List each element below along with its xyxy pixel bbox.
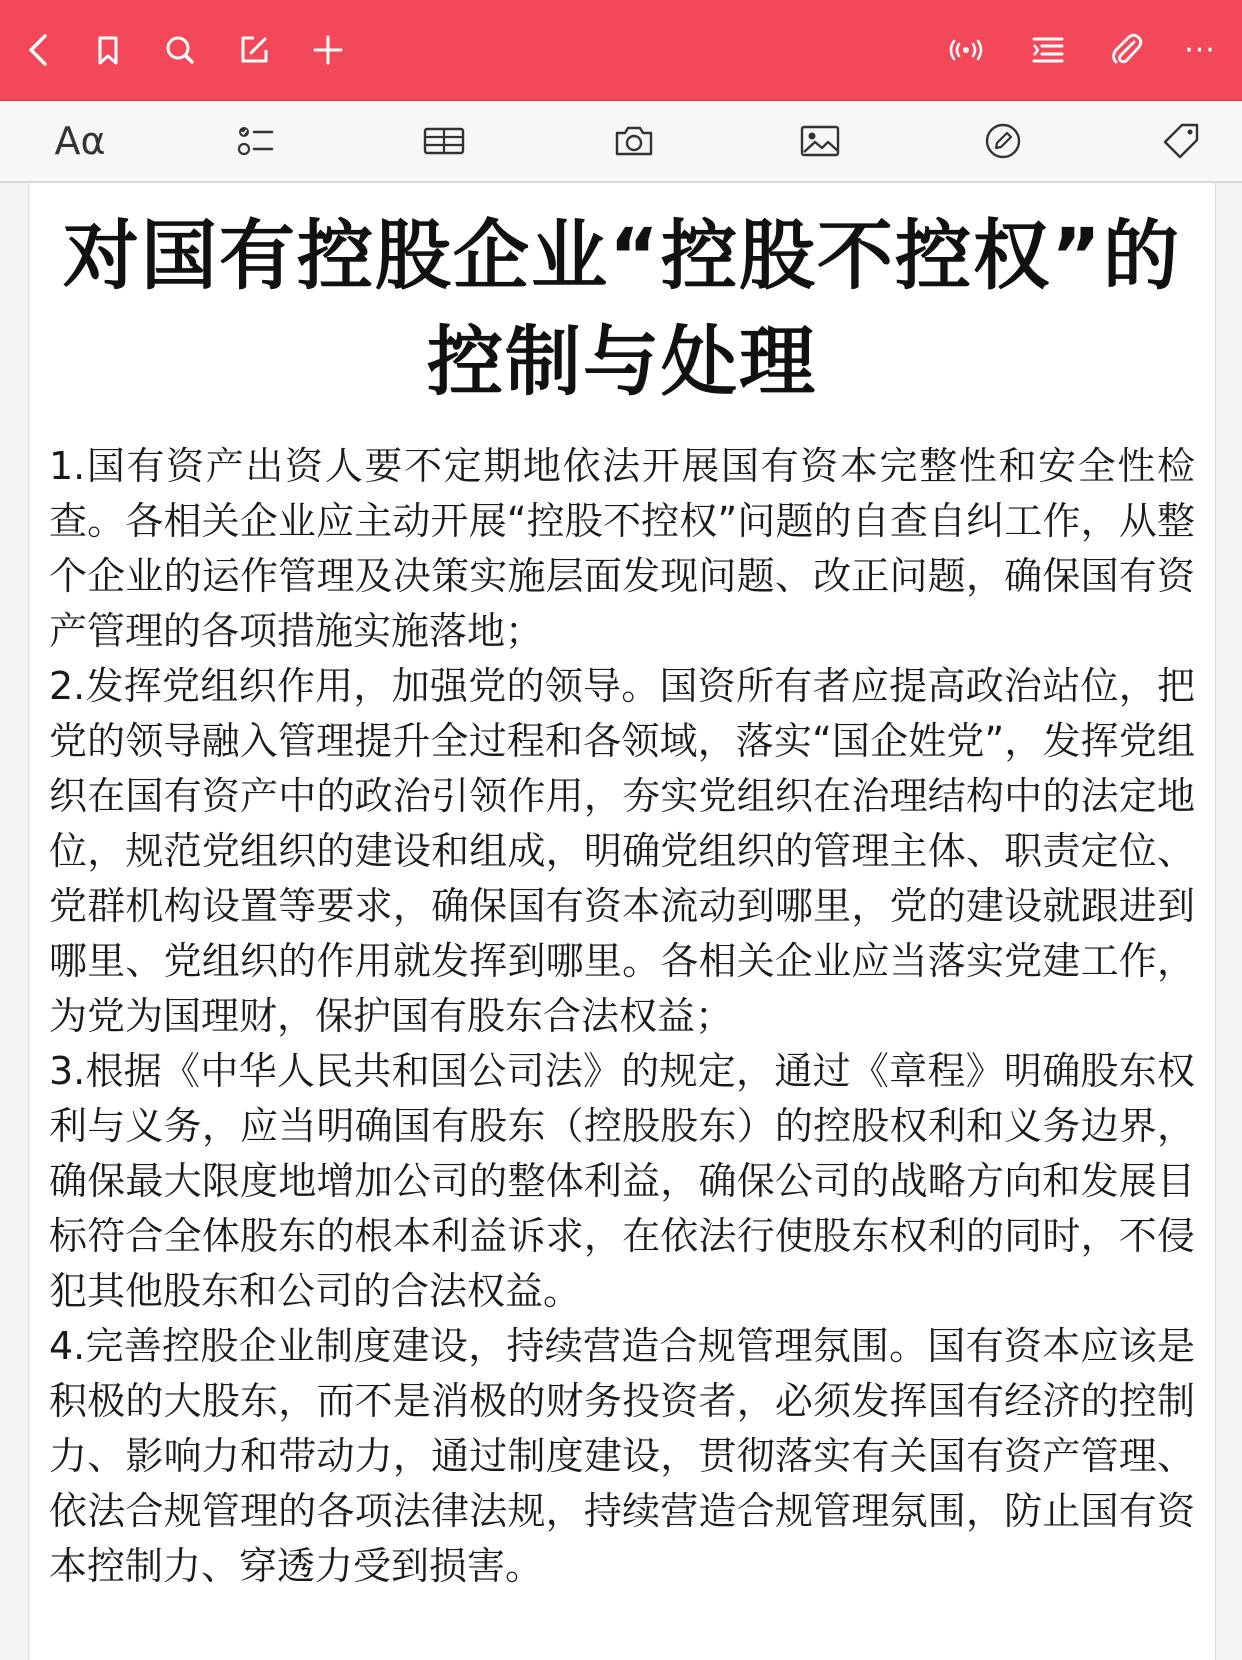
image-icon[interactable] — [790, 111, 850, 171]
pen-icon[interactable] — [973, 111, 1033, 171]
camera-icon[interactable] — [604, 111, 664, 171]
note-paragraph-2[interactable]: 2.发挥党组织作用，加强党的领导。国资所有者应提高政治站位，把党的领导融入管理提升全过程和各领域，落实“国企姓党”，发挥党组织在国有资产中的政治引领作用，夯实党组织在治理结构中的法定地位，规范党组织的建设和组成，明确党组织的管理主体、职责定位、党群机构设置等要求，确保国有资本流动到哪里，党的建设就跟进到哪里、党组织的作用就发挥到哪里。各相关企业应当落实党建工作，为党为国理财，保护国有股东合法权益； — [49, 664, 1195, 1038]
note-title[interactable]: 对国有控股企业“控股不控权”的控制与处理 — [63, 211, 1181, 406]
format-toolbar — [0, 101, 1242, 183]
note-page[interactable] — [28, 183, 1216, 1660]
add-icon[interactable] — [300, 22, 356, 78]
more-icon[interactable]: ··· — [1184, 32, 1216, 68]
bookmark-icon[interactable] — [80, 22, 136, 78]
note-paragraph-4[interactable]: 4.完善控股企业制度建设，持续营造合规管理氛围。国有资本应该是积极的大股东，而不是消极的财务投资者，必须发挥国有经济的控制力、影响力和带动力，通过制度建设，贯彻落实有关国有资产管理、依法合规管理的各项法律法规，持续营造合规管理氛围，防止国有资本控制力、穿透力受到损害。 — [49, 1324, 1195, 1588]
note-paragraph-3[interactable]: 3.根据《中华人民共和国公司法》的规定，通过《章程》明确股东权利与义务，应当明确国有股东（控股股东）的控股权利和义务边界，确保最大限度地增加公司的整体利益，确保公司的战略方向和发展目标符合全体股东的根本利益诉求，在依法行使股东权利的同时，不侵犯其他股东和公司的合法权益。 — [49, 1049, 1195, 1313]
font-format-label: Aα — [54, 119, 106, 163]
back-icon[interactable] — [12, 22, 68, 78]
tag-icon[interactable] — [1152, 111, 1212, 171]
note-body[interactable] — [29, 439, 1215, 1594]
font-format-button[interactable] — [38, 111, 122, 171]
table-icon[interactable] — [414, 111, 474, 171]
note-paragraph-1[interactable]: 1.国有资产出资人要不定期地依法开展国有资本完整性和安全性检查。各相关企业应主动开展“控股不控权”问题的自查自纠工作，从整个企业的运作管理及决策实施层面发现问题、改正问题，确保国有资产管理的各项措施实施落地； — [49, 444, 1195, 653]
edit-icon[interactable] — [226, 22, 282, 78]
broadcast-icon[interactable] — [938, 22, 994, 78]
top-toolbar — [0, 0, 1242, 101]
paperclip-icon[interactable] — [1098, 22, 1154, 78]
left-margin — [0, 183, 28, 1660]
right-margin — [1214, 183, 1242, 1660]
checklist-icon[interactable] — [226, 111, 286, 171]
search-icon[interactable] — [152, 22, 208, 78]
outline-icon[interactable] — [1020, 22, 1076, 78]
